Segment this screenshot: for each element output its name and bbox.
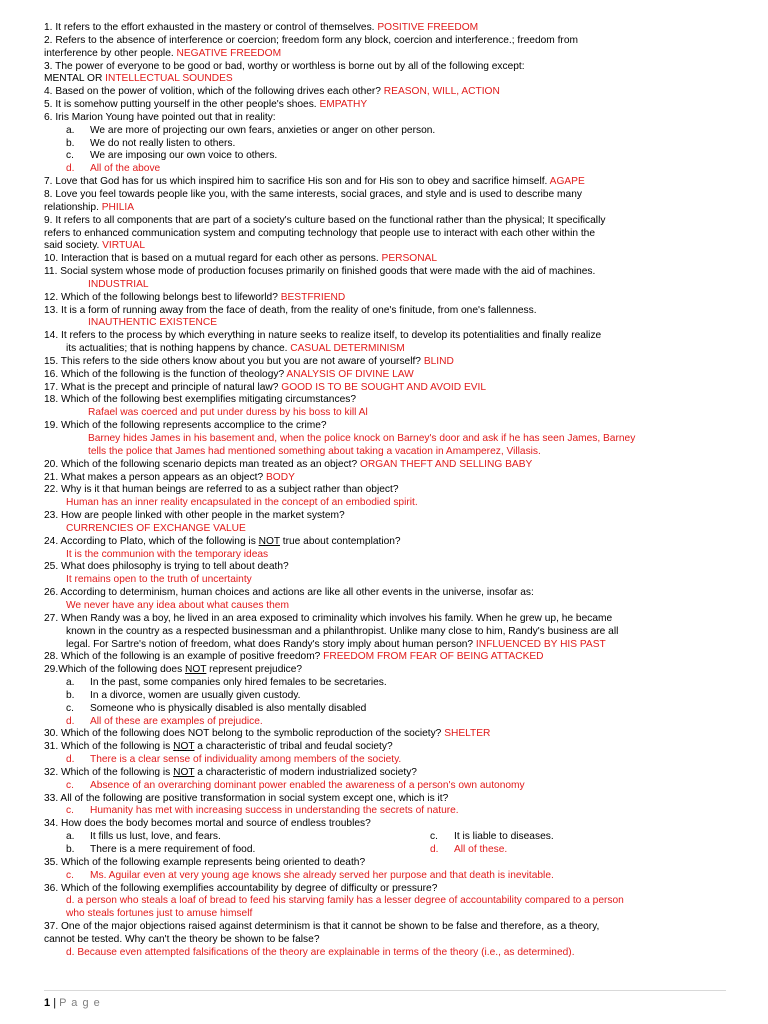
- option-line: [44, 716, 710, 729]
- option-letter: c.: [430, 831, 438, 843]
- option-text: It fills us lust, love, and fears.: [90, 831, 221, 843]
- question-text: 5. It is somehow putting yourself in the other people's shoes.: [44, 99, 320, 111]
- answer-text: Barney hides James in his basement and, when the police knock on Barney's door and ask if he has seen James, Barney: [88, 433, 636, 444]
- question-text: 28. Which of the following is an example of positive freedom?: [44, 651, 324, 663]
- answer-text: It remains open to the truth of uncertainty: [66, 574, 252, 586]
- question-line: [44, 292, 710, 305]
- question-text: 10. Interaction that is based on a mutual regard for each other as persons.: [44, 253, 382, 265]
- answer-text: GOOD IS TO BE SOUGHT AND AVOID EVIL: [281, 381, 487, 393]
- question-line: [44, 215, 710, 228]
- answer-text: INFLUENCED BY HIS PAST: [475, 638, 606, 650]
- question-line: [44, 818, 710, 831]
- answer-line: [44, 497, 710, 510]
- question-line: [44, 793, 710, 806]
- option-letter: d.: [430, 844, 439, 855]
- question-text: 14. It refers to the process by which everything in nature seeks to realize itself, to develop its potentialities and finally realize: [44, 330, 602, 342]
- footer-separator: |: [53, 997, 57, 1009]
- question-text: 30. Which of the following does NOT belong to the symbolic reproduction of the society?: [44, 728, 445, 740]
- option-line: [44, 870, 710, 883]
- answer-text: d. Because even attempted falsifications of the theory are explainable in terms of the theory (i.e., as determined).: [66, 946, 575, 958]
- question-text: 25. What does philosophy is trying to tell about death?: [44, 561, 289, 573]
- question-text-cont: true about contemplation?: [279, 535, 401, 547]
- quiz-answer-document: [44, 22, 710, 960]
- question-line: [44, 639, 710, 652]
- question-text: 31. Which of the following is: [44, 741, 174, 753]
- answer-line: [44, 433, 710, 446]
- question-text: 2. Refers to the absence of interference or coercion; freedom form any block, coercion and interference.; freedom from: [44, 34, 578, 46]
- question-text: 19. Which of the following represents accomplice to the crime?: [44, 420, 327, 432]
- question-text: 24. According to Plato, which of the following is: [44, 535, 259, 547]
- page-footer: [44, 990, 726, 1009]
- question-line: [44, 305, 710, 318]
- question-line: [44, 99, 710, 112]
- answer-text: PERSONAL: [381, 253, 438, 265]
- question-text: refers to enhanced communication system and computing technology that people use to interact with each other within the: [44, 227, 596, 239]
- option-text: All of these.: [454, 844, 508, 855]
- option-column-left: [66, 831, 430, 844]
- question-text: 11. Social system whose mode of production focuses primarily on finished goods that were made with the aid of machines.: [44, 266, 596, 278]
- question-text: 8. Love you feel towards people like you, with the same interests, social graces, and style and is used to describe many: [44, 188, 582, 200]
- answer-text: INDUSTRIAL: [88, 278, 149, 290]
- question-line: [44, 330, 710, 343]
- answer-line: [44, 947, 710, 960]
- question-line: [44, 343, 710, 356]
- option-letter: a.: [66, 677, 75, 689]
- question-text: legal. For Sartre's notion of freedom, what does Randy's story imply about human person?: [66, 638, 476, 650]
- question-text: 3. The power of everyone to be good or bad, worthy or worthless is borne out by all of the following except:: [44, 60, 525, 72]
- question-line: [44, 240, 710, 253]
- option-letter: a.: [66, 831, 75, 843]
- option-letter: b.: [66, 137, 75, 149]
- emphasis-not: NOT: [173, 741, 195, 753]
- question-line: [44, 61, 710, 74]
- option-line-two-column: [44, 831, 710, 844]
- answer-text: CURRENCIES OF EXCHANGE VALUE: [66, 522, 246, 534]
- question-text: known in the country as a respected businessman and a philanthropist. Unlike many close to him, Randy's business are all: [66, 625, 619, 637]
- answer-text: FREEDOM FROM FEAR OF BEING ATTACKED: [323, 651, 544, 663]
- question-line: [44, 651, 710, 664]
- answer-text: who steals fortunes just to amuse himself: [66, 908, 253, 920]
- emphasis-not: NOT: [185, 664, 207, 676]
- answer-line: [44, 317, 710, 330]
- question-line: [44, 22, 710, 35]
- question-text: interference by other people.: [44, 47, 177, 59]
- answer-text: BODY: [266, 471, 295, 483]
- answer-line: [44, 600, 710, 613]
- question-line: [44, 741, 710, 754]
- option-text: Absence of an overarching dominant power enabled the awareness of a person's own autonomy: [90, 779, 525, 791]
- question-line: [44, 228, 710, 241]
- option-letter: b.: [66, 844, 75, 855]
- option-text: All of these are examples of prejudice.: [90, 715, 263, 727]
- question-text: 27. When Randy was a boy, he lived in an area exposed to criminality which involves his family. When he grew up, he became: [44, 612, 613, 624]
- answer-line: [44, 574, 710, 587]
- option-text: It is liable to diseases.: [454, 831, 554, 843]
- question-text: 17. What is the precept and principle of natural law?: [44, 381, 282, 393]
- answer-text: tells the police that James had mentioned something about taking a vacation in Amamperez, Villasis.: [88, 445, 541, 457]
- question-line: [44, 921, 710, 934]
- question-line: [44, 202, 710, 215]
- question-text: said society.: [44, 240, 103, 252]
- answer-text: CASUAL DETERMINISM: [290, 343, 405, 355]
- question-line: [44, 561, 710, 574]
- option-text: We are more of projecting our own fears, anxieties or anger on other person.: [90, 124, 436, 136]
- page-number: 1: [44, 997, 51, 1009]
- question-text: 29.Which of the following does: [44, 664, 186, 676]
- question-line: [44, 472, 710, 485]
- question-text: MENTAL OR: [44, 73, 106, 85]
- answer-line: [44, 908, 710, 921]
- answer-text: INTELLECTUAL SOUNDES: [105, 73, 233, 85]
- answer-text: It is the communion with the temporary ideas: [66, 548, 269, 560]
- answer-text: SHELTER: [444, 728, 491, 740]
- question-line: [44, 86, 710, 99]
- option-letter: c.: [66, 869, 74, 881]
- question-line: [44, 266, 710, 279]
- question-text-cont: a characteristic of modern industrialized society?: [194, 766, 417, 778]
- question-text: cannot be tested. Why can't the theory be shown to be false?: [44, 933, 320, 945]
- answer-line: [44, 523, 710, 536]
- question-line: [44, 176, 710, 189]
- question-text: 26. According to determinism, human choices and actions are like all other events in the universe, insofar as:: [44, 587, 534, 599]
- answer-text: NEGATIVE FREEDOM: [176, 47, 282, 59]
- answer-line: [44, 446, 710, 459]
- question-line: [44, 626, 710, 639]
- option-text: Someone who is physically disabled is also mentally disabled: [90, 702, 367, 714]
- option-text: We do not really listen to others.: [90, 137, 236, 149]
- option-line: [44, 754, 710, 767]
- option-column-right: [430, 844, 507, 857]
- question-line: [44, 356, 710, 369]
- question-line: [44, 48, 710, 61]
- option-line: [44, 138, 710, 151]
- answer-text: ANALYSIS OF DIVINE LAW: [286, 368, 414, 380]
- answer-text: BESTFRIEND: [280, 291, 346, 303]
- answer-text: We never have any idea about what causes them: [66, 599, 289, 611]
- answer-text: ORGAN THEFT AND SELLING BABY: [360, 458, 533, 470]
- option-letter: d.: [66, 715, 75, 727]
- question-line: [44, 664, 710, 677]
- question-line: [44, 857, 710, 870]
- question-line: [44, 767, 710, 780]
- question-line: [44, 189, 710, 202]
- question-line: [44, 613, 710, 626]
- answer-text: PHILIA: [101, 201, 135, 213]
- question-line: [44, 112, 710, 125]
- question-line: [44, 536, 710, 549]
- question-line: [44, 883, 710, 896]
- answer-text: Rafael was coerced and put under duress by his boss to kill Al: [88, 407, 368, 419]
- option-line: [44, 125, 710, 138]
- question-text: 9. It refers to all components that are part of a society's culture based on the functional rather than the physical; It specifically: [44, 214, 606, 226]
- option-text: There is a clear sense of individuality among members of the society.: [90, 754, 402, 766]
- answer-text: d. a person who steals a loaf of bread to feed his starving family has a lesser degree of accountability compared to a person: [66, 895, 624, 907]
- option-line: [44, 150, 710, 163]
- option-column-left: [66, 844, 430, 857]
- option-letter: d.: [66, 754, 75, 766]
- answer-text: INAUTHENTIC EXISTENCE: [88, 317, 218, 329]
- question-text: its actualities; that is nothing happens by chance.: [66, 343, 291, 355]
- question-line: [44, 459, 710, 472]
- question-text-cont: a characteristic of tribal and feudal society?: [194, 741, 393, 753]
- answer-line: [44, 279, 710, 292]
- answer-text: POSITIVE FREEDOM: [377, 22, 479, 33]
- option-letter: c.: [66, 805, 74, 817]
- option-text: Ms. Aguilar even at very young age knows she already served her purpose and that death is inevitable.: [90, 869, 554, 881]
- question-text: 33. All of the following are positive transformation in social system except one, which is it?: [44, 792, 449, 804]
- option-line-two-column: [44, 844, 710, 857]
- question-line: [44, 369, 710, 382]
- question-text-cont: represent prejudice?: [206, 664, 303, 676]
- question-text: 16. Which of the following is the function of theology?: [44, 368, 287, 380]
- emphasis-not: NOT: [173, 766, 195, 778]
- question-text: 37. One of the major objections raised against determinism is that it cannot be shown to be false and therefore, as a theory,: [44, 921, 600, 933]
- question-text: 32. Which of the following is: [44, 766, 174, 778]
- question-text: 18. Which of the following best exemplifies mitigating circumstances?: [44, 394, 356, 406]
- answer-text: VIRTUAL: [102, 240, 145, 252]
- question-text: 34. How does the body becomes mortal and source of endless troubles?: [44, 818, 371, 830]
- question-text: 13. It is a form of running away from the face of death, from the reality of one's finitude, from one's fallenness.: [44, 304, 537, 316]
- option-letter: c.: [66, 150, 74, 162]
- option-text: In a divorce, women are usually given custody.: [90, 689, 301, 701]
- answer-text: AGAPE: [549, 176, 585, 188]
- answer-text: EMPATHY: [319, 99, 368, 111]
- question-line: [44, 35, 710, 48]
- question-text: 23. How are people linked with other people in the market system?: [44, 510, 345, 522]
- option-letter: d.: [66, 163, 75, 175]
- question-text: 21. What makes a person appears as an object?: [44, 471, 266, 483]
- question-line: [44, 934, 710, 947]
- option-letter: b.: [66, 689, 75, 701]
- option-text: All of the above: [90, 163, 161, 175]
- question-text: 35. Which of the following example represents being oriented to death?: [44, 856, 366, 868]
- option-line: [44, 163, 710, 176]
- question-text: 1. It refers to the effort exhausted in the mastery or control of themselves.: [44, 22, 378, 33]
- option-column-right: [430, 831, 554, 844]
- option-letter: c.: [66, 779, 74, 791]
- option-line: [44, 690, 710, 703]
- question-line: [44, 510, 710, 523]
- answer-text: BLIND: [423, 355, 454, 367]
- question-text: 7. Love that God has for us which inspired him to sacrifice His son and for His son to obey and sacrifice himself.: [44, 176, 550, 188]
- option-line: [44, 805, 710, 818]
- question-text: relationship.: [44, 201, 102, 213]
- answer-text: REASON, WILL, ACTION: [383, 86, 500, 98]
- question-text: 15. This refers to the side others know about you but you are not aware of yourself?: [44, 355, 424, 367]
- question-line: [44, 253, 710, 266]
- question-line: [44, 420, 710, 433]
- option-letter: a.: [66, 124, 75, 136]
- question-line: [44, 382, 710, 395]
- question-line: [44, 728, 710, 741]
- question-line: [44, 484, 710, 497]
- option-text: Humanity has met with increasing success in understanding the secrets of nature.: [90, 805, 459, 817]
- option-line: [44, 780, 710, 793]
- emphasis-not: NOT: [258, 535, 280, 547]
- option-line: [44, 703, 710, 716]
- question-line: [44, 394, 710, 407]
- question-line: [44, 587, 710, 600]
- page-label: P a g e: [59, 997, 101, 1009]
- question-text: 4. Based on the power of volition, which of the following drives each other?: [44, 86, 384, 98]
- question-text: 20. Which of the following scenario depicts man treated as an object?: [44, 458, 360, 470]
- option-text: We are imposing our own voice to others.: [90, 150, 278, 162]
- question-text: 6. Iris Marion Young have pointed out that in reality:: [44, 111, 276, 123]
- question-text: 12. Which of the following belongs best to lifeworld?: [44, 291, 281, 303]
- answer-line: [44, 407, 710, 420]
- answer-text: Human has an inner reality encapsulated in the concept of an embodied spirit.: [66, 497, 418, 509]
- answer-line: [44, 549, 710, 562]
- question-line: [44, 73, 710, 86]
- option-letter: c.: [66, 702, 74, 714]
- option-text: In the past, some companies only hired females to be secretaries.: [90, 677, 387, 689]
- option-text: There is a mere requirement of food.: [90, 844, 256, 855]
- option-line: [44, 677, 710, 690]
- question-text: 36. Which of the following exemplifies accountability by degree of difficulty or pressure?: [44, 882, 438, 894]
- question-text: 22. Why is it that human beings are referred to as a subject rather than object?: [44, 484, 399, 496]
- answer-line: [44, 895, 710, 908]
